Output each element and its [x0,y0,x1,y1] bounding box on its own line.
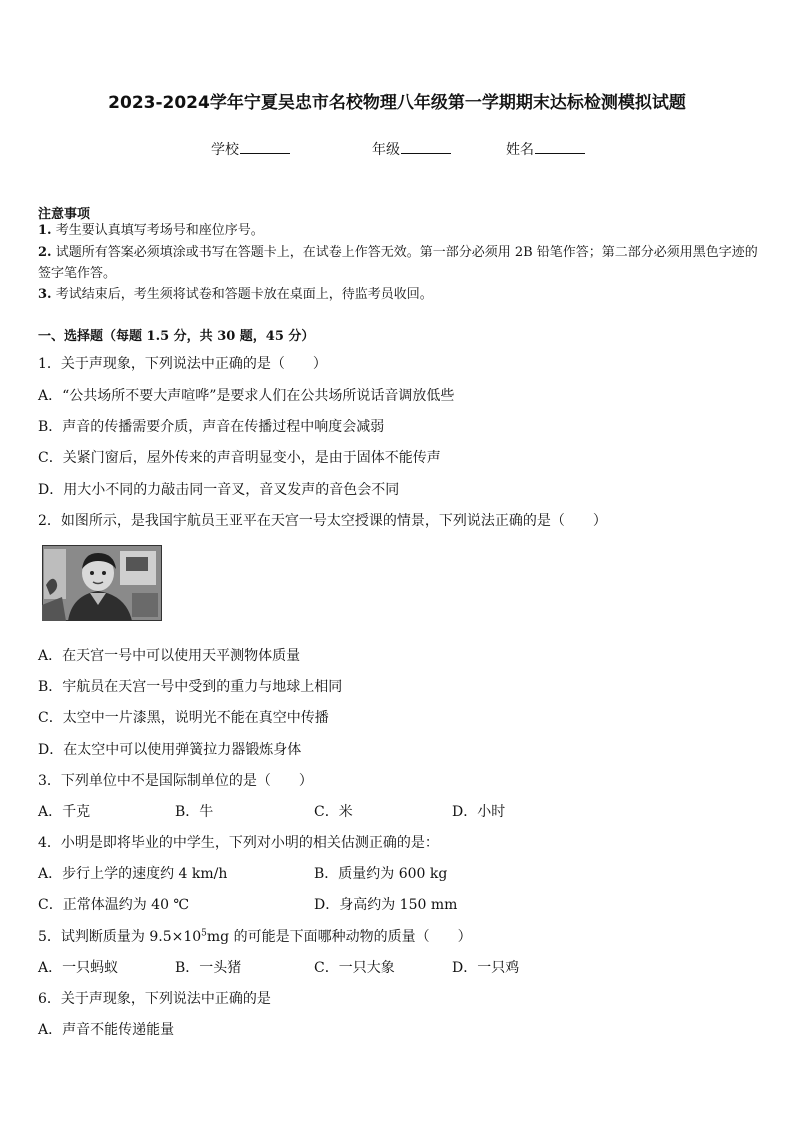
question-6-option-a[interactable]: A．声音不能传递能量 [38,1022,175,1038]
astronaut-lecture-photo [42,545,162,621]
question-4-stem: 4．小明是即将毕业的中学生，下列对小明的相关估测正确的是： [38,835,439,851]
question-5-option-a[interactable]: A．一只蚂蚁 [38,960,119,976]
question-4-option-b[interactable]: B．质量约为 600 kg [314,866,448,882]
note-item: 1. 考生要认真填写考场号和座位序号。 [38,223,264,238]
question-1-stem: 1．关于声现象，下列说法中正确的是（ ） [38,356,327,372]
question-3-option-c[interactable]: C．米 [314,804,353,820]
grade-blank[interactable] [401,141,451,154]
question-1-option-d[interactable]: D．用大小不同的力敲击同一音叉，音叉发声的音色会不同 [38,482,400,498]
question-2-option-d[interactable]: D．在太空中可以使用弹簧拉力器锻炼身体 [38,742,302,758]
page-title: 2023-2024学年宁夏吴忠市名校物理八年级第一学期期末达标检测模拟试题 [108,93,686,113]
school-label: 学校 [211,142,239,158]
name-label: 姓名 [506,142,534,158]
question-6-stem: 6．关于声现象，下列说法中正确的是 [38,991,271,1007]
note-item: 2. 试题所有答案必须填涂或书写在答题卡上，在试卷上作答无效。第一部分必须用 2B 铅笔作答；第二部分必须用黑色字迹的签字笔作答。 [38,245,758,281]
question-5-stem: 5．试判断质量为 $9.5\times 10^5mg$ 的可能是下面哪种动物的质量（ ） [38,928,472,945]
question-5-option-c[interactable]: C．一只大象 [314,960,395,976]
note-item: 3. 考试结束后，考生须将试卷和答题卡放在桌面上，待监考员收回。 [38,287,433,302]
question-3-option-d[interactable]: D．小时 [452,804,506,820]
question-4-option-a[interactable]: A．步行上学的速度约 4 km/h [38,866,228,882]
question-1-option-a[interactable]: A．“公共场所不要大声喧哗”是要求人们在公共场所说话音调放低些 [38,388,455,404]
question-5-option-d[interactable]: D．一只鸡 [452,960,520,976]
question-4-option-d[interactable]: D．身高约为 150 mm [314,897,458,913]
name-field[interactable] [506,139,585,159]
question-2-option-c[interactable]: C．太空中一片漆黑，说明光不能在真空中传播 [38,710,329,726]
question-3-stem: 3．下列单位中不是国际制单位的是（ ） [38,773,313,789]
name-blank[interactable] [535,141,585,154]
question-3-option-a[interactable]: A．千克 [38,804,91,820]
question-2-option-a[interactable]: A．在天宫一号中可以使用天平测物体质量 [38,648,301,664]
question-2-option-b[interactable]: B．宇航员在天宫一号中受到的重力与地球上相同 [38,679,343,695]
section-title: 一、选择题（每题 1.5 分，共 30 题，45 分） [38,329,315,344]
question-3-option-b[interactable]: B．牛 [175,804,214,820]
question-1-option-b[interactable]: B．声音的传播需要介质，声音在传播过程中响度会减弱 [38,419,385,435]
school-field[interactable] [211,139,290,159]
grade-field[interactable] [372,139,451,159]
question-2-stem: 2．如图所示，是我国宇航员王亚平在天宫一号太空授课的情景，下列说法正确的是（ ） [38,513,607,529]
grade-label: 年级 [372,142,400,158]
school-blank[interactable] [240,141,290,154]
notes-heading: 注意事项 [38,207,91,222]
question-1-option-c[interactable]: C．关紧门窗后，屋外传来的声音明显变小，是由于固体不能传声 [38,450,441,466]
question-5-option-b[interactable]: B．一头猪 [175,960,242,976]
question-4-option-c[interactable]: C．正常体温约为 40 ℃ [38,897,190,913]
